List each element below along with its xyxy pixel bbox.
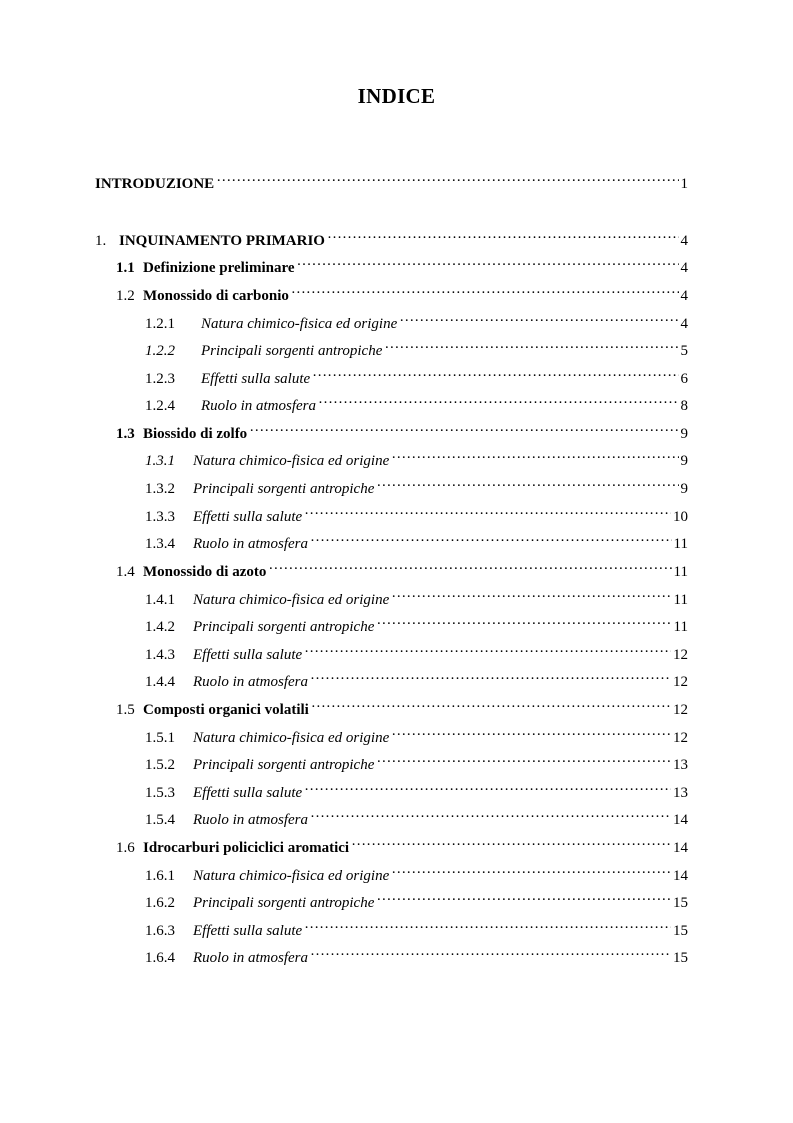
dot-leader <box>311 699 671 714</box>
dot-leader <box>310 533 672 548</box>
toc-entry-page: 9 <box>680 453 688 469</box>
toc-entry[interactable] <box>116 699 688 721</box>
dot-leader <box>268 561 671 576</box>
toc-entry-number: 1.6.3 <box>145 923 175 939</box>
toc-entry-title: Natura chimico-fisica ed origine <box>193 730 390 746</box>
toc-entry-title: Natura chimico-fisica ed origine <box>193 453 390 469</box>
toc-entry-number: 1.6 <box>116 840 135 856</box>
toc-entry-number: 1.2.3 <box>145 371 175 387</box>
toc-entry-title: Principali sorgenti antropiche <box>193 619 375 635</box>
toc-entry[interactable] <box>145 809 688 831</box>
dot-leader <box>310 671 671 686</box>
toc-entry-title: Definizione preliminare <box>143 260 295 276</box>
toc-entry[interactable] <box>116 257 688 279</box>
toc-entry-number: 1.6.2 <box>145 895 175 911</box>
toc-entry-page: 14 <box>673 812 688 828</box>
dot-leader <box>376 478 678 493</box>
toc-entry-page: 14 <box>673 868 688 884</box>
toc-entry-page: 4 <box>680 260 688 276</box>
toc-entry-number: 1.3 <box>116 426 135 442</box>
toc-entry-title: Ruolo in atmosfera <box>193 950 308 966</box>
toc-entry-page: 11 <box>673 592 688 608</box>
dot-leader <box>327 230 679 245</box>
toc-entry-title: Natura chimico-fisica ed origine <box>201 316 398 332</box>
dot-leader <box>391 450 678 465</box>
toc-entry-number: 1.5.1 <box>145 730 175 746</box>
toc-entry-number: 1.1 <box>116 260 135 276</box>
toc-entry[interactable] <box>116 285 688 307</box>
toc-entry-page: 12 <box>673 647 688 663</box>
toc-entry-page: 5 <box>680 343 688 359</box>
toc-entry[interactable] <box>145 313 688 335</box>
toc-entry-number: 1.4.1 <box>145 592 175 608</box>
toc-entry-page: 15 <box>673 923 688 939</box>
toc-entry-title: Biossido di zolfo <box>143 426 248 442</box>
toc-entry-title: Ruolo in atmosfera <box>193 674 308 690</box>
dot-leader <box>310 809 671 824</box>
toc-entry-title: INTRODUZIONE <box>95 176 215 192</box>
toc-entry-number: 1.3.4 <box>145 536 175 552</box>
dot-leader <box>304 920 671 935</box>
toc-entry-page: 12 <box>673 702 688 718</box>
dot-leader <box>312 368 678 383</box>
dot-leader <box>310 947 671 962</box>
toc-entry[interactable] <box>116 561 688 583</box>
toc-entry[interactable] <box>95 173 688 195</box>
dot-leader <box>391 727 671 742</box>
toc-entry-page: 15 <box>673 895 688 911</box>
toc-entry[interactable] <box>145 892 688 914</box>
toc-entry-title: Ruolo in atmosfera <box>201 398 316 414</box>
toc-entry-title: Natura chimico-fisica ed origine <box>193 592 390 608</box>
toc-entry-number: 1.6.1 <box>145 868 175 884</box>
toc-entry[interactable] <box>145 478 688 500</box>
toc-entry-number: 1.2.4 <box>145 398 175 414</box>
toc-entry-title: Principali sorgenti antropiche <box>193 757 375 773</box>
toc-entry-number: 1.2 <box>116 288 135 304</box>
dot-leader <box>318 395 679 410</box>
toc-entry-number: 1.2.2 <box>145 343 175 359</box>
dot-leader <box>291 285 679 300</box>
toc-entry-page: 6 <box>680 371 688 387</box>
toc-entry-title: Effetti sulla salute <box>193 647 303 663</box>
toc-entry[interactable] <box>145 368 688 390</box>
toc-entry[interactable] <box>145 340 688 362</box>
toc-entry-number: 1.5.3 <box>145 785 175 801</box>
toc-entry[interactable] <box>145 920 688 942</box>
dot-leader <box>384 340 678 355</box>
toc-entry[interactable] <box>145 947 688 969</box>
toc-entry-number: 1. <box>95 233 107 249</box>
toc-entry-page: 11 <box>673 619 688 635</box>
dot-leader <box>249 423 678 438</box>
toc-entry-page: 11 <box>673 564 688 580</box>
toc-entry-title: Principali sorgenti antropiche <box>193 895 375 911</box>
toc-entry-title: Composti organici volatili <box>143 702 309 718</box>
toc-entry-page: 11 <box>673 536 688 552</box>
toc-entry-title: Effetti sulla salute <box>193 509 303 525</box>
dot-leader <box>216 173 678 188</box>
toc-entry-page: 4 <box>680 288 688 304</box>
dot-leader <box>376 892 671 907</box>
dot-leader <box>391 589 671 604</box>
dot-leader <box>297 257 679 272</box>
dot-leader <box>304 506 671 521</box>
toc-entry-number: 1.5.2 <box>145 757 175 773</box>
toc-entry-title: Natura chimico-fisica ed origine <box>193 868 390 884</box>
toc-entry[interactable] <box>145 754 688 776</box>
toc-entry-page: 12 <box>673 730 688 746</box>
toc-entry-title: Effetti sulla salute <box>193 923 303 939</box>
toc-entry[interactable] <box>145 644 688 666</box>
toc-entry[interactable] <box>116 423 688 445</box>
toc-entry[interactable] <box>145 865 688 887</box>
toc-entry-page: 12 <box>673 674 688 690</box>
dot-leader <box>391 865 671 880</box>
toc-entry-number: 1.2.1 <box>145 316 175 332</box>
toc-entry-page: 1 <box>680 176 688 192</box>
dot-leader <box>304 644 671 659</box>
toc-entry-number: 1.4.2 <box>145 619 175 635</box>
toc-entry-page: 9 <box>680 426 688 442</box>
page-title: INDICE <box>357 84 436 108</box>
toc-entry[interactable] <box>145 533 688 555</box>
toc-entry-title: Monossido di azoto <box>143 564 267 580</box>
toc-entry-title: INQUINAMENTO PRIMARIO <box>119 233 325 249</box>
toc-entry-page: 13 <box>673 785 688 801</box>
toc-entry-page: 8 <box>680 398 688 414</box>
toc-entry-page: 4 <box>680 233 688 249</box>
toc-entry-title: Principali sorgenti antropiche <box>201 343 383 359</box>
dot-leader <box>304 782 671 797</box>
toc-entry-page: 15 <box>673 950 688 966</box>
toc-entry-page: 9 <box>680 481 688 497</box>
toc-entry-number: 1.5 <box>116 702 135 718</box>
toc-entry[interactable] <box>145 506 688 528</box>
dot-leader <box>376 754 671 769</box>
toc-entry[interactable] <box>145 616 688 638</box>
dot-leader <box>376 616 671 631</box>
toc-entry-page: 14 <box>673 840 688 856</box>
toc-entry-number: 1.4 <box>116 564 135 580</box>
toc-entry[interactable] <box>95 230 688 252</box>
toc-entry-number: 1.3.1 <box>145 453 175 469</box>
toc-entry-page: 4 <box>680 316 688 332</box>
toc-entry[interactable] <box>145 450 688 472</box>
dot-leader <box>399 313 678 328</box>
dot-leader <box>351 837 671 852</box>
toc-entry-number: 1.4.3 <box>145 647 175 663</box>
toc-entry-number: 1.3.2 <box>145 481 175 497</box>
toc-entry-number: 1.3.3 <box>145 509 175 525</box>
toc-entry[interactable] <box>145 395 688 417</box>
toc-entry-number: 1.4.4 <box>145 674 175 690</box>
toc-entry[interactable] <box>145 727 688 749</box>
toc-entry[interactable] <box>145 782 688 804</box>
toc-entry-title: Ruolo in atmosfera <box>193 812 308 828</box>
toc-entry-number: 1.5.4 <box>145 812 175 828</box>
toc-entry[interactable] <box>145 589 688 611</box>
toc-entry-title: Ruolo in atmosfera <box>193 536 308 552</box>
toc-entry-title: Idrocarburi policiclici aromatici <box>143 840 350 856</box>
toc-entry-page: 13 <box>673 757 688 773</box>
toc-entry[interactable] <box>145 671 688 693</box>
toc-entry-page: 10 <box>673 509 688 525</box>
toc-entry-title: Effetti sulla salute <box>193 785 303 801</box>
toc-entry-number: 1.6.4 <box>145 950 175 966</box>
toc-entry-title: Principali sorgenti antropiche <box>193 481 375 497</box>
toc-entry-title: Monossido di carbonio <box>143 288 289 304</box>
toc-entry-title: Effetti sulla salute <box>201 371 311 387</box>
toc-entry[interactable] <box>116 837 688 859</box>
